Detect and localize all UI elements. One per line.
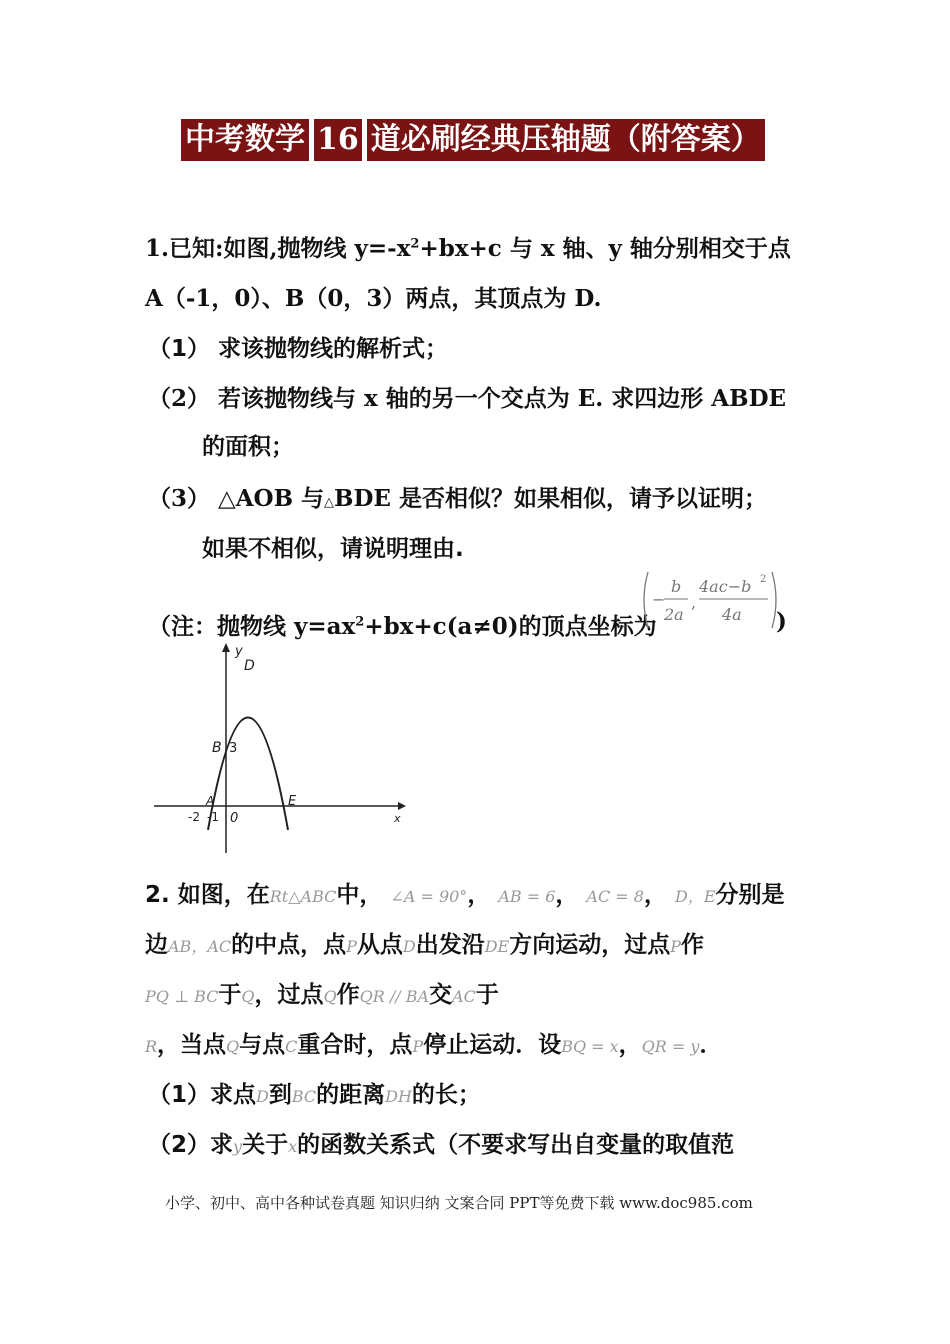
- q2-subq2: （2）求y关于x的函数关系式（不要求写出自变量的取值范: [148, 1132, 735, 1158]
- q1-subq1: （1） 求该抛物线的解析式；: [148, 336, 449, 362]
- q2-subq1: （1）求点D到BC的距离DH的长；: [148, 1082, 481, 1108]
- svg-text:D: D: [244, 658, 255, 674]
- q1-subq3-cont: 如果不相似，请说明理由.: [202, 536, 464, 562]
- title-number: 16: [312, 119, 364, 161]
- vertex-formula: [640, 568, 780, 632]
- q1-subq2-cont: 的面积；: [202, 434, 294, 460]
- q1-subq3: （3） △AOB 与△BDE 是否相似？如果相似，请予以证明；: [148, 485, 767, 512]
- q2-line4: R，当点Q与点C重合时，点P停止运动．设BQ = x，QR = y．: [145, 1032, 723, 1058]
- svg-text:y: y: [235, 644, 243, 659]
- svg-text:x: x: [394, 812, 401, 825]
- svg-text:E: E: [288, 794, 297, 809]
- page-footer: 小学、初中、高中各种试卷真题 知识归纳 文案合同 PPT等免费下载 www.doc985.com: [165, 1194, 753, 1212]
- parabola-graph: [150, 640, 410, 859]
- svg-text:2a: 2a: [664, 605, 684, 624]
- svg-text:4ac−b: 4ac−b: [699, 577, 752, 596]
- svg-text:A: A: [206, 794, 215, 808]
- document-title: [181, 119, 765, 161]
- q1-subq2: （2） 若该抛物线与 x 轴的另一个交点为 E. 求四边形 ABDE: [148, 385, 787, 412]
- q2-line1: 2. 如图，在Rt△ABC中， ∠A = 90°， AB = 6， AC = 8， D，E分别是: [145, 882, 785, 908]
- svg-text:4a: 4a: [722, 605, 742, 624]
- q1-note: （注：抛物线 $y=ax^2+bx+c(a\ne 0)$的顶点坐标为: [148, 613, 657, 640]
- svg-text:b: b: [671, 577, 682, 596]
- title-part2: 道必刷经典压轴题（附答案）: [367, 119, 765, 161]
- svg-text:2: 2: [760, 574, 767, 585]
- svg-text:B: B: [212, 740, 222, 756]
- q1-line1: 1.已知:如图,抛物线 $y=-x^2+bx+c$ 与 x 轴、y 轴分别相交于点: [145, 235, 791, 262]
- q1-line2: A（-1，0）、B（0，3）两点，其顶点为 D.: [145, 285, 602, 312]
- svg-text:0: 0: [230, 811, 239, 826]
- svg-text:-1: -1: [207, 810, 219, 824]
- q2-line3: PQ ⊥ BC于Q，过点Q作QR // BA交AC于: [145, 982, 499, 1008]
- svg-text:−: −: [652, 590, 666, 609]
- svg-text:-2: -2: [188, 810, 200, 824]
- svg-text:3: 3: [229, 741, 238, 756]
- svg-text:,: ,: [691, 593, 697, 612]
- q2-line2: 边AB，AC的中点，点P从点D出发沿DE方向运动，过点P作: [145, 932, 704, 958]
- q1-note-close: ): [776, 608, 787, 635]
- title-part1: 中考数学: [181, 119, 309, 161]
